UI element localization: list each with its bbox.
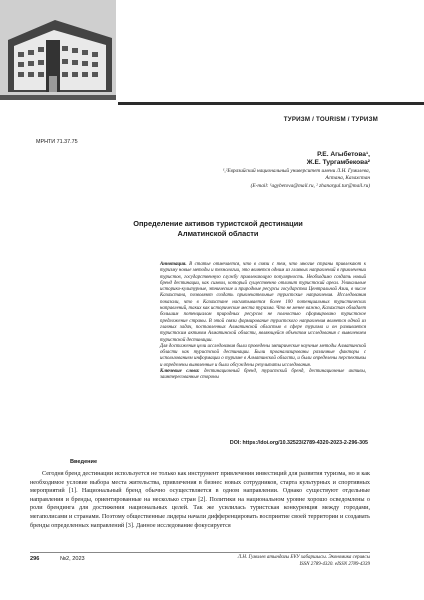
section-tag: ТУРИЗМ / TOURISM / ТУРИЗМ bbox=[283, 116, 378, 123]
affiliation-city: Астана, Казахстан bbox=[325, 175, 370, 182]
author-1: Р.Е. Агыбетова¹, bbox=[317, 151, 370, 158]
author-2: Ж.Е. Тургамбекова² bbox=[306, 159, 370, 167]
intro-text: Сегодня бренд дестинации используется не только как инструмент привлечения инвестиций для развития туризма, но и как необходимое условие выбора места жительства, привлечения в бизнес новых сотрудников, старта культурных и спортивных мероприятий [1]. Национальный бренд обычно осуществляется в одном направлении. Однако существуют отдельные направления и бренды, ориентированные на несколько стран [2]. Политики на национальном уровне хорошо осведомлены о роли брендинга для достижения национальных целей. Так же усилилась туристская конкуренция между городами, мегаполисами и странами. Поэтому общественные лидеры начали дифференцировать восприятие своей территории и создавать бренды определенных направлений [3]. Данное исследование фокусируется bbox=[30, 470, 370, 529]
affiliation-university: ¹,²Евразийский национальный университет имени Л.Н. Гумилева, bbox=[222, 168, 370, 174]
keywords-paragraph bbox=[160, 369, 366, 382]
mrnti-code: МРНТИ 71.37.75 bbox=[36, 139, 78, 145]
abstract-text: В статье отмечается, что в связи с тем, что многие страны привлекают к туризму новые методы и технологии, это является одним из главных направлений в привлечении туристов, государственную службу привлекающую популярность. Необходимо создать новый бренд дестинации, как символ, который существенно отличит туристский ареал. Уникальные историко-культурные, этнические и природные ресурсы государства Центральной Азии, в числе Казахстана, позволяют создать привлекательные туристские направления. Исследования показали, что в Казахстане насчитывается более 100 потенциальных туристических направлений, таких как исторические места туризма. Что не менее важно, Казахстан обладает большим потенциалом природных ресурсов не полностью сформировано туристское предложение страны. В этой связи формирование туристского направления является одной из главных задач, поставленных Алматинской областью в сфере туризма и он развивается туристским активом Алматинской области, являющейся объектом исследования с выявлением туристской дестинации. bbox=[160, 262, 366, 343]
article-title: Определение активов туристской дестинации Алматинской области bbox=[133, 219, 303, 238]
doi-link[interactable]: DOI: https://doi.org/10.32523/2789-4320-2023-2-296-305 bbox=[229, 440, 368, 446]
keywords-text: дестинационный бренд, туристский бренд, дестинационные активы, заинтересованные стороны bbox=[160, 369, 366, 381]
page-number: 296 bbox=[30, 556, 40, 562]
abstract-paragraph-2: Для достижения цели исследования были проведены эмпирические научные методы Алматинской области как туристской дестинации. Были проанализированы различные факторы с использованием информации о туризме в Алматинской области, и были определены перспективы и определены выявленные и были обсуждены результаты исследования. bbox=[160, 343, 366, 368]
journal-name: Л.Н. Гумилев атындағы ЕҰУ хабаршысы. Экономика сериясы bbox=[237, 555, 370, 560]
university-building-image bbox=[0, 0, 116, 100]
affiliation-email: (E-mail: ¹agybetova@mail.ru, ² zhanargul.tur@mail.ru) bbox=[250, 182, 370, 189]
abstract bbox=[160, 262, 366, 382]
journal-info bbox=[160, 555, 370, 568]
footer-rule bbox=[30, 552, 370, 553]
affiliation bbox=[120, 168, 370, 190]
header-rule bbox=[118, 102, 424, 105]
abstract-label: Аннотация. bbox=[160, 262, 187, 267]
intro-heading: Введение bbox=[70, 459, 98, 465]
abstract-paragraph-1 bbox=[160, 262, 366, 344]
journal-issn: ISSN 2789-4320. eISSN 2789-4339 bbox=[299, 561, 370, 567]
authors bbox=[307, 151, 370, 168]
keywords-label: Ключевые слова: bbox=[160, 369, 200, 375]
header-band bbox=[0, 0, 424, 100]
issue-number: №2, 2023 bbox=[60, 556, 85, 562]
